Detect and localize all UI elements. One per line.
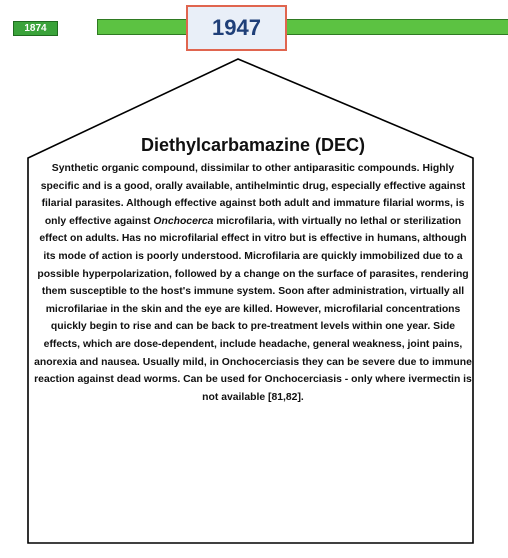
- drug-description-italic: Onchocerca: [153, 215, 214, 227]
- timeline-start-year: 1874: [13, 21, 58, 36]
- drug-description-part-1: Synthetic organic compound, dissimilar to other antiparasitic compounds. Highly specific and is a good, orally available, antihelmintic drug, especially effective against filarial parasites. Although effective against both adult and immature filarial worms, is only effective against: [40, 163, 466, 227]
- drug-title: Diethylcarbamazine (DEC): [140, 135, 366, 155]
- drug-description: [34, 160, 472, 406]
- timeline-year-marker: 1947: [186, 5, 287, 51]
- drug-info-panel: [34, 134, 472, 406]
- drug-description-part-2: microfilaria, with virtually no lethal or sterilization effect on adults. Has no microfilarial effect in vitro but is effective in humans, although its mode of action is poorly understood. Microfilaria are quickly immobilized due to a possible hyperpolarization, followed by a change on the surface of parasites, rendering them susceptible to the host's immune system. Soon after administration, virtually all microfilariae in the skin and the eye are killed. However, microfilarial concentrations quickly begin to rise and can be back to pre-treatment levels within one year. Side effects, which are dose-dependent, include headache, general weakness, joint pains, anorexia and nausea. Usually mild, in Onchocerciasis they can be severe due to immune reaction against dead worms. Can be used for Onchocerciasis - only where ivermectin is not available [81,82].: [34, 215, 472, 403]
